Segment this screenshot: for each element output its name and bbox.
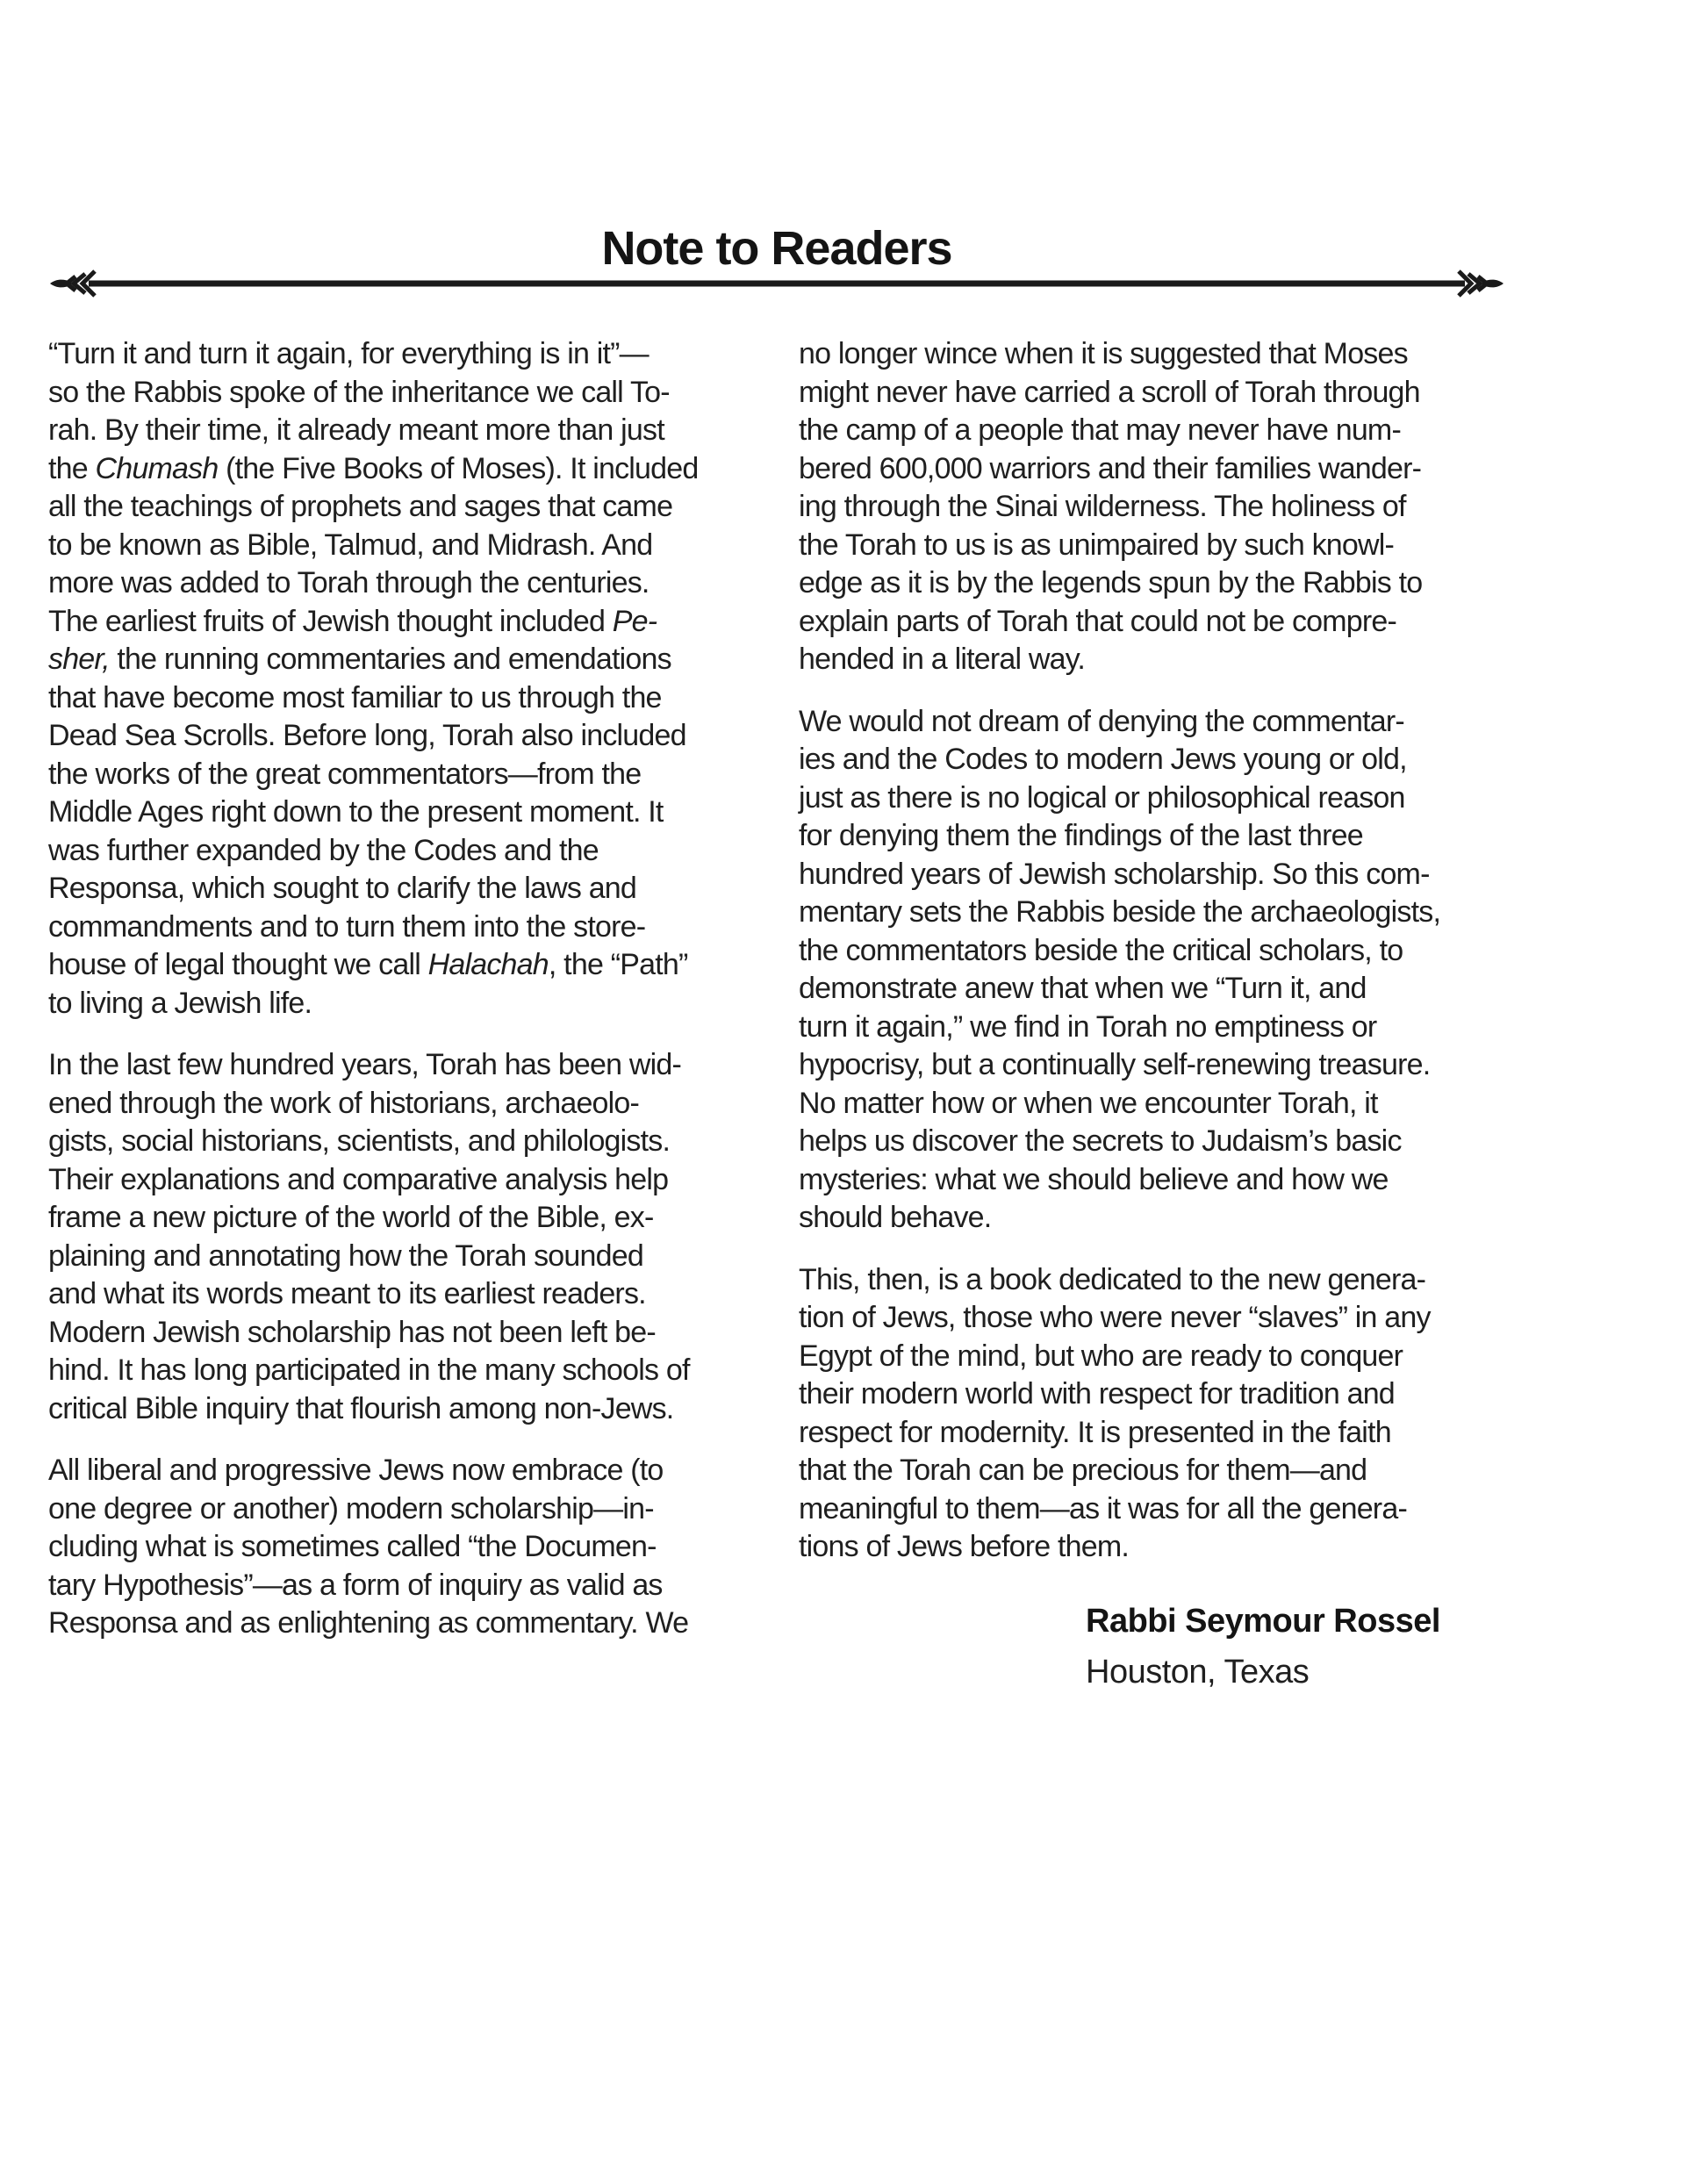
text-line: to be known as Bible, Talmud, and Midrash. And [48, 528, 653, 562]
text-line: the commentators beside the critical scholars, to [799, 933, 1403, 967]
signature-location: Houston, Texas [1086, 1654, 1310, 1691]
text-line: the camp of a people that may never have num- [799, 413, 1401, 447]
text-line: Modern Jewish scholarship has not been left be- [48, 1315, 656, 1349]
text-column-right [799, 335, 1532, 1567]
text-line: all the teachings of prophets and sages that came [48, 490, 673, 523]
paragraph [48, 1452, 799, 1643]
text-line: This, then, is a book dedicated to the new genera- [799, 1262, 1426, 1296]
text-line: the works of the great commentators—from the [48, 757, 642, 791]
paragraph [799, 335, 1532, 679]
text-line: “Turn it and turn it again, for everything is in it”— [48, 337, 649, 370]
text-line: Dead Sea Scrolls. Before long, Torah also included [48, 719, 686, 752]
text-column-left [48, 335, 799, 1643]
text-line: We would not dream of denying the commentar- [799, 704, 1404, 738]
text-line: so the Rabbis spoke of the inheritance we call To- [48, 375, 670, 409]
text-line: Responsa and as enlightening as commentary. We [48, 1606, 689, 1640]
text-line: turn it again,” we find in Torah no emptiness or [799, 1009, 1377, 1044]
text-line: Their explanations and comparative analysis help [48, 1162, 669, 1196]
text-line: might never have carried a scroll of Torah through [799, 375, 1420, 409]
text-line: that the Torah can be precious for them—and [799, 1454, 1367, 1487]
fletched-arrow-left-icon [50, 271, 95, 296]
text-line: sher, the running commentaries and emendations [48, 643, 671, 676]
text-line: the Chumash (the Five Books of Moses). It included [48, 451, 699, 485]
text-line: helps us discover the secrets to Judaism’s basic [799, 1124, 1402, 1158]
text-line: rah. By their time, it already meant more than just [48, 413, 664, 447]
text-line: should behave. [799, 1201, 992, 1234]
text-line: mysteries: what we should believe and how we [799, 1162, 1389, 1196]
text-line: that have become most familiar to us through the [48, 680, 662, 714]
text-line: to living a Jewish life. [48, 986, 312, 1020]
text-line: frame a new picture of the world of the Bible, ex- [48, 1201, 654, 1234]
text-line: explain parts of Torah that could not be compre- [799, 604, 1397, 638]
text-line: gists, social historians, scientists, and philologists. [48, 1124, 671, 1158]
paragraph [799, 1261, 1532, 1567]
text-line: All liberal and progressive Jews now embrace (to [48, 1454, 664, 1487]
page-title: Note to Readers [601, 222, 952, 275]
text-line: no longer wince when it is suggested that Moses [799, 337, 1408, 370]
text-line: tion of Jews, those who were never “slaves” in any [799, 1301, 1431, 1334]
text-line: house of legal thought we call Halachah, the “Path” [48, 948, 688, 981]
text-line: edge as it is by the legends spun by the Rabbis to [799, 566, 1423, 599]
text-line: respect for modernity. It is presented in the faith [799, 1415, 1391, 1449]
text-line: cluding what is sometimes called “the Documen- [48, 1530, 657, 1563]
text-line: meaningful to them—as it was for all the genera- [799, 1491, 1407, 1525]
text-line: their modern world with respect for tradition and [799, 1377, 1395, 1411]
text-line: Egypt of the mind, but who are ready to conquer [799, 1339, 1403, 1373]
text-line: mentary sets the Rabbis beside the archaeologists, [799, 895, 1441, 929]
text-line: was further expanded by the Codes and the [48, 833, 599, 867]
text-line: hind. It has long participated in the many schools of [48, 1353, 690, 1387]
text-line: tary Hypothesis”—as a form of inquiry as valid as [48, 1568, 663, 1602]
text-line: and what its words meant to its earliest readers. [48, 1277, 646, 1310]
text-line: Responsa, which sought to clarify the laws and [48, 872, 637, 905]
text-line: Middle Ages right down to the present moment. It [48, 795, 664, 829]
text-line: demonstrate anew that when we “Turn it, and [799, 972, 1367, 1005]
text-line: bered 600,000 warriors and their families wander- [799, 451, 1422, 485]
text-line: ened through the work of historians, archaeolo- [48, 1086, 640, 1120]
text-line: hypocrisy, but a continually self-renewing treasure. [799, 1048, 1431, 1081]
text-line: more was added to Torah through the centuries. [48, 566, 649, 599]
text-line: ing through the Sinai wilderness. The holiness of [799, 490, 1406, 523]
signature-block [1086, 1596, 1440, 1698]
text-line: hundred years of Jewish scholarship. So this com- [799, 857, 1430, 891]
text-line: the Torah to us is as unimpaired by such knowl- [799, 528, 1395, 562]
text-line: No matter how or when we encounter Torah, it [799, 1086, 1378, 1120]
text-line: The earliest fruits of Jewish thought included Pe- [48, 604, 657, 638]
paragraph [48, 335, 799, 1023]
text-line: ies and the Codes to modern Jews young or old, [799, 743, 1407, 776]
text-line: hended in a literal way. [799, 643, 1086, 676]
text-line: critical Bible inquiry that flourish among non-Jews. [48, 1391, 674, 1425]
text-line: commandments and to turn them into the store- [48, 909, 646, 944]
decorative-rule [48, 269, 1505, 298]
text-line: plaining and annotating how the Torah sounded [48, 1238, 643, 1273]
text-line: tions of Jews before them. [799, 1530, 1130, 1563]
signature-name: Rabbi Seymour Rossel [1086, 1603, 1440, 1640]
fletched-arrow-right-icon [1459, 271, 1503, 296]
text-line: In the last few hundred years, Torah has been wid- [48, 1048, 682, 1081]
paragraph [799, 703, 1532, 1238]
text-line: for denying them the findings of the last three [799, 819, 1363, 852]
paragraph [48, 1046, 799, 1428]
text-line: just as there is no logical or philosophical reason [799, 780, 1405, 815]
text-line: one degree or another) modern scholarship—in- [48, 1491, 654, 1525]
